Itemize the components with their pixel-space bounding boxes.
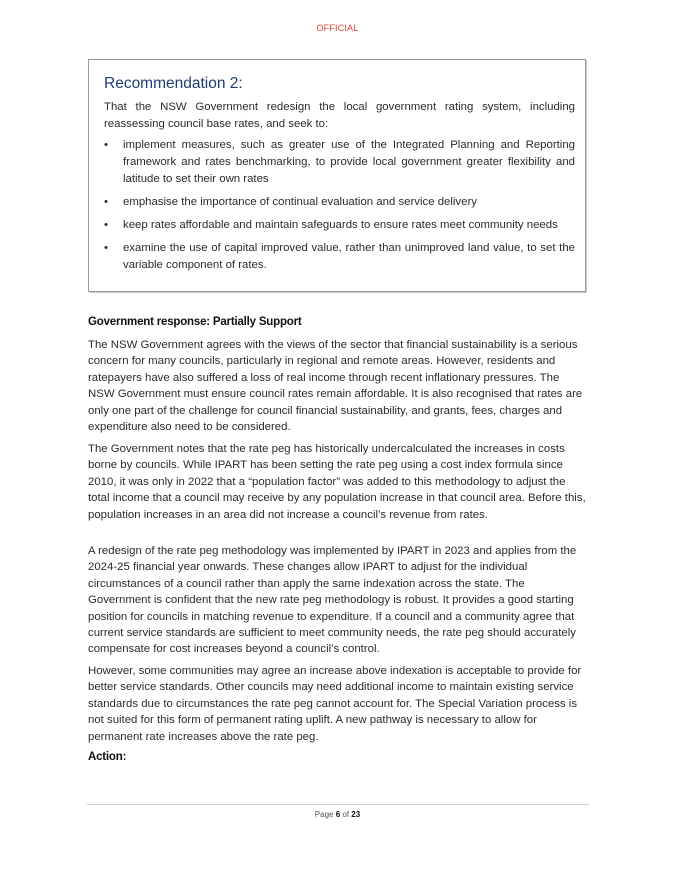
recommendation-item [104, 194, 575, 211]
classification-label: OFFICIAL [316, 23, 359, 33]
bullet-icon: • [104, 242, 108, 254]
recommendation-intro: That the NSW Government redesign the local government rating system, including reassessing council base rates, and seek to: [104, 101, 575, 130]
recommendation-item-text: implement measures, such as greater use of the Integrated Planning and Reporting framework and rates benchmarking, to provide local government greater flexibility and latitude to set their own rates [123, 139, 575, 185]
recommendation-title: Recommendation 2: [104, 75, 243, 92]
page-number [0, 810, 675, 819]
bullet-icon: • [104, 139, 108, 151]
page-of-label: of [340, 810, 352, 819]
recommendation-list [104, 137, 575, 280]
recommendation-item-text: emphasise the importance of continual evaluation and service delivery [123, 196, 477, 208]
recommendation-item-text: examine the use of capital improved value, rather than unimproved land value, to set the variable component of rates. [123, 242, 575, 271]
recommendation-item [104, 240, 575, 274]
page-prefix: Page [314, 810, 336, 819]
response-paragraph: A redesign of the rate peg methodology was implemented by IPART in 2023 and applies from the 2024-25 financial year onwards. These changes allow IPART to adjust for the individual circumstances of a council rather than apply the same indexation across the state. The Government is confident that the new rate peg methodology is robust. It provides a good starting position for councils in matching revenue to expenditure. If a council and a community agree that current service standards are sufficient to meet community needs, the rate peg should accurately compensate for cost increases beyond a council’s control. [88, 545, 577, 656]
response-heading: Government response: Partially Support [88, 316, 302, 328]
response-paragraph: The NSW Government agrees with the views of the sector that financial sustainability is a serious concern for many councils, particularly in regional and remote areas. However, residents and ratepayers have also suffered a loss of real income through recent inflationary pressures. The NSW Government must ensure council rates remain affordable. It is also recognised that rates are only one part of the challenge for council financial sustainability, and grants, fees, charges and expenditure also need to be considered. [88, 339, 583, 434]
response-paragraph: The Government notes that the rate peg has historically undercalculated the increases in costs borne by councils. While IPART has been setting the rate peg using a cost index formula since 2010, it was only in 2022 that a “population factor” was added to this methodology to adjust the total income that a council may receive by any population increase in that council area. Before this, population increases in an area did not increase a council’s revenue from rates. [88, 443, 586, 521]
response-paragraph: However, some communities may agree an increase above indexation is acceptable to provide for better service standards. Other councils may need additional income to maintain existing service standards due to circumstances the rate peg cannot account for. The Special Variation process is not suited for this form of permanent rating uplift. A new pathway is necessary to allow for permanent rate increases above the rate peg. [88, 665, 582, 743]
recommendation-box [88, 59, 586, 292]
bullet-icon: • [104, 196, 108, 208]
recommendation-item [104, 217, 575, 234]
total-pages: 23 [351, 810, 361, 819]
recommendation-item-text: keep rates affordable and maintain safeguards to ensure rates meet community needs [123, 219, 558, 231]
current-page: 6 [335, 810, 341, 819]
bullet-icon: • [104, 219, 108, 231]
footer-divider [87, 804, 589, 805]
action-heading: Action: [88, 751, 127, 763]
recommendation-item [104, 137, 575, 188]
